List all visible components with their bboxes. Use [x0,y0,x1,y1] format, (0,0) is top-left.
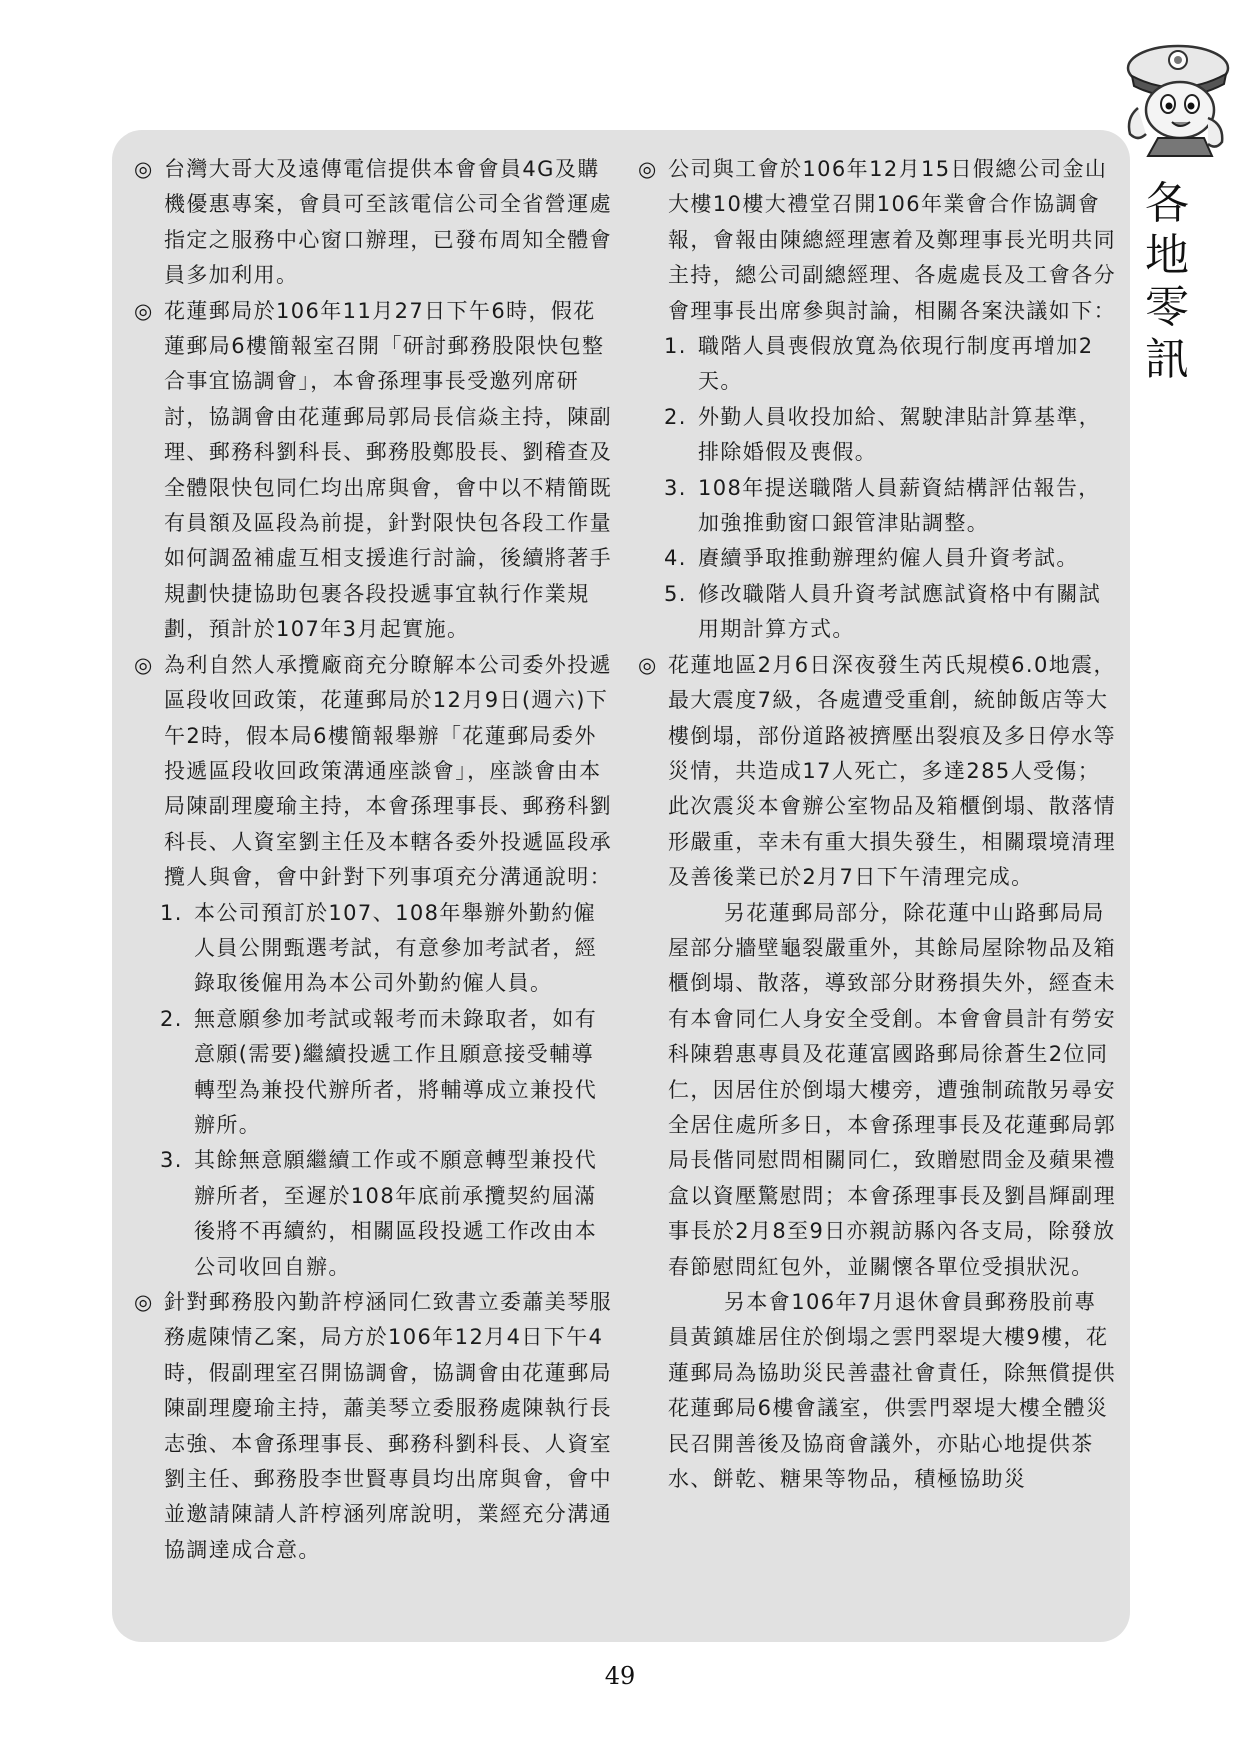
postman-mascot-illustration [1108,38,1236,158]
numbered-item [638,329,1116,400]
item-text: 賡續爭取推動辦理約僱人員升資考試。 [698,546,1079,571]
item-number: 1. [664,334,687,359]
left-column [134,152,614,1568]
news-item [134,152,614,294]
bullet-marker: ◎ [134,652,154,677]
item-text: 無意願參加考試或報考而未錄取者，如有意願(需要)繼續投遞工作且願意接受輔導轉型為兼投代辦所者，將輔導成立兼投代辦所。 [194,1006,598,1137]
item-number: 4. [664,546,687,571]
numbered-item [134,896,614,1002]
news-item [638,648,1116,896]
bullet-marker: ◎ [638,652,658,677]
item-text: 其餘無意願繼續工作或不願意轉型兼投代辦所者，至遲於108年底前承攬契約屆滿後將不再續約，相關區段投遞工作改由本公司收回自辦。 [194,1148,598,1279]
news-item-text: 公司與工會於106年12月15日假總公司金山大樓10樓大禮堂召開106年業會合作協調會報，會報由陳總經理憲着及鄭理事長光明共同主持，總公司副總經理、各處處長及工會各分會理事長出席參與討論，相關各案決議如下： [668,157,1116,323]
item-number: 3. [664,475,687,500]
section-title-char: 零 [1145,282,1189,333]
item-text: 職階人員喪假放寬為依現行制度再增加2天。 [698,334,1094,394]
item-number: 5. [664,581,687,606]
section-title-char: 訊 [1145,334,1189,385]
news-item [134,294,614,648]
bullet-marker: ◎ [638,157,658,181]
numbered-item [638,400,1116,471]
bullet-marker: ◎ [134,1290,154,1314]
numbered-item [134,1143,614,1285]
numbered-item [638,577,1116,648]
right-column [638,152,1116,1497]
numbered-item [638,541,1116,576]
continuation-paragraph: 另花蓮郵局部分，除花蓮中山路郵局局屋部分牆壁龜裂嚴重外，其餘局屋除物品及箱櫃倒塌、散落，導致部分財務損失外，經查未有本會同仁人身安全受創。本會會員計有勞安科陳碧惠專員及花蓮富國路郵局徐蒼生2位同仁，因居住於倒塌大樓旁，遭強制疏散另尋安全居住處所多日，本會孫理事長及花蓮郵局郭局長偕同慰問相關同仁，致贈慰問金及蘋果禮盒以資壓驚慰問；本會孫理事長及劉昌輝副理事長於2月8至9日亦親訪縣內各支局，除發放春節慰問紅包外，並關懷各單位受損狀況。 [668,900,1116,1279]
news-item-text: 針對郵務股內勤許梈涵同仁致書立委蕭美琴服務處陳情乙案，局方於106年12月4日下午4時，假副理室召開協調會，協調會由花蓮郵局陳副理慶瑜主持，蕭美琴立委服務處陳執行長志強、本會孫理事長、郵務科劉科長、人資室劉主任、郵務股李世賢專員均出席與會，會中並邀請陳請人許梈涵列席說明，業經充分溝通協調達成合意。 [164,1290,612,1562]
item-number: 2. [160,1006,183,1031]
news-item-text: 花蓮郵局於106年11月27日下午6時，假花蓮郵局6樓簡報室召開「研討郵務股限快包整合事宜協調會」，本會孫理事長受邀列席研討，協調會由花蓮郵局郭局長信焱主持，陳副理、郵務科劉科長、郵務股鄭股長、劉稽查及全體限快包同仁均出席與會，會中以不精簡既有員額及區段為前提，針對限快包各段工作量如何調盈補虛互相支援進行討論，後續將著手規劃快捷協助包裹各段投遞事宜執行作業規劃，預計於107年3月起實施。 [164,298,612,642]
item-text: 本公司預訂於107、108年舉辦外勤約僱人員公開甄選考試，有意參加考試者，經錄取後僱用為本公司外勤約僱人員。 [194,900,598,996]
item-number: 3. [160,1148,183,1173]
news-item [134,648,614,896]
section-title-char: 各 [1145,178,1189,229]
section-title-char: 地 [1145,230,1189,281]
news-item-text: 為利自然人承攬廠商充分瞭解本公司委外投遞區段收回政策，花蓮郵局於12月9日(週六)下午2時，假本局6樓簡報舉辦「花蓮郵局委外投遞區段收回政策溝通座談會」，座談會由本局陳副理慶瑜主持，本會孫理事長、郵務科劉科長、人資室劉主任及本轄各委外投遞區段承攬人與會，會中針對下列事項充分溝通說明： [164,652,612,890]
item-text: 外勤人員收投加給、駕駛津貼計算基準，排除婚假及喪假。 [698,404,1102,465]
numbered-item [638,471,1116,542]
section-title [1137,178,1197,386]
news-item-text: 花蓮地區2月6日深夜發生芮氏規模6.0地震，最大震度7級，各處遭受重創，統帥飯店等大樓倒塌，部份道路被擠壓出裂痕及多日停水等災情，共造成17人死亡，多達285人受傷；此次震災本會辦公室物品及箱櫃倒塌、散落情形嚴重，幸未有重大損失發生，相關環境清理及善後業已於2月7日下午清理完成。 [668,652,1116,890]
bullet-marker: ◎ [134,157,154,181]
news-item [134,1285,614,1568]
page-number: 49 [604,1662,636,1690]
numbered-item [134,1002,614,1144]
item-number: 2. [664,404,687,429]
bullet-marker: ◎ [134,298,154,323]
news-item-text: 台灣大哥大及遠傳電信提供本會會員4G及購機優惠專案，會員可至該電信公司全省營運處指定之服務中心窗口辦理，已發布周知全體會員多加利用。 [164,157,612,288]
news-item [638,152,1116,329]
item-text: 108年提送職階人員薪資結構評估報告，加強推動窗口銀管津貼調整。 [698,475,1101,536]
continuation-paragraph: 另本會106年7月退休會員郵務股前專員黃鎮雄居住於倒塌之雲門翠堤大樓9樓，花蓮郵局為協助災民善盡社會責任，除無償提供花蓮郵局6樓會議室，供雲門翠堤大樓全體災民召開善後及協商會議外，亦貼心地提供茶水、餅乾、糖果等物品，積極協助災 [668,1290,1116,1492]
item-number: 1. [160,900,183,925]
item-text: 修改職階人員升資考試應試資格中有關試用期計算方式。 [698,581,1102,642]
